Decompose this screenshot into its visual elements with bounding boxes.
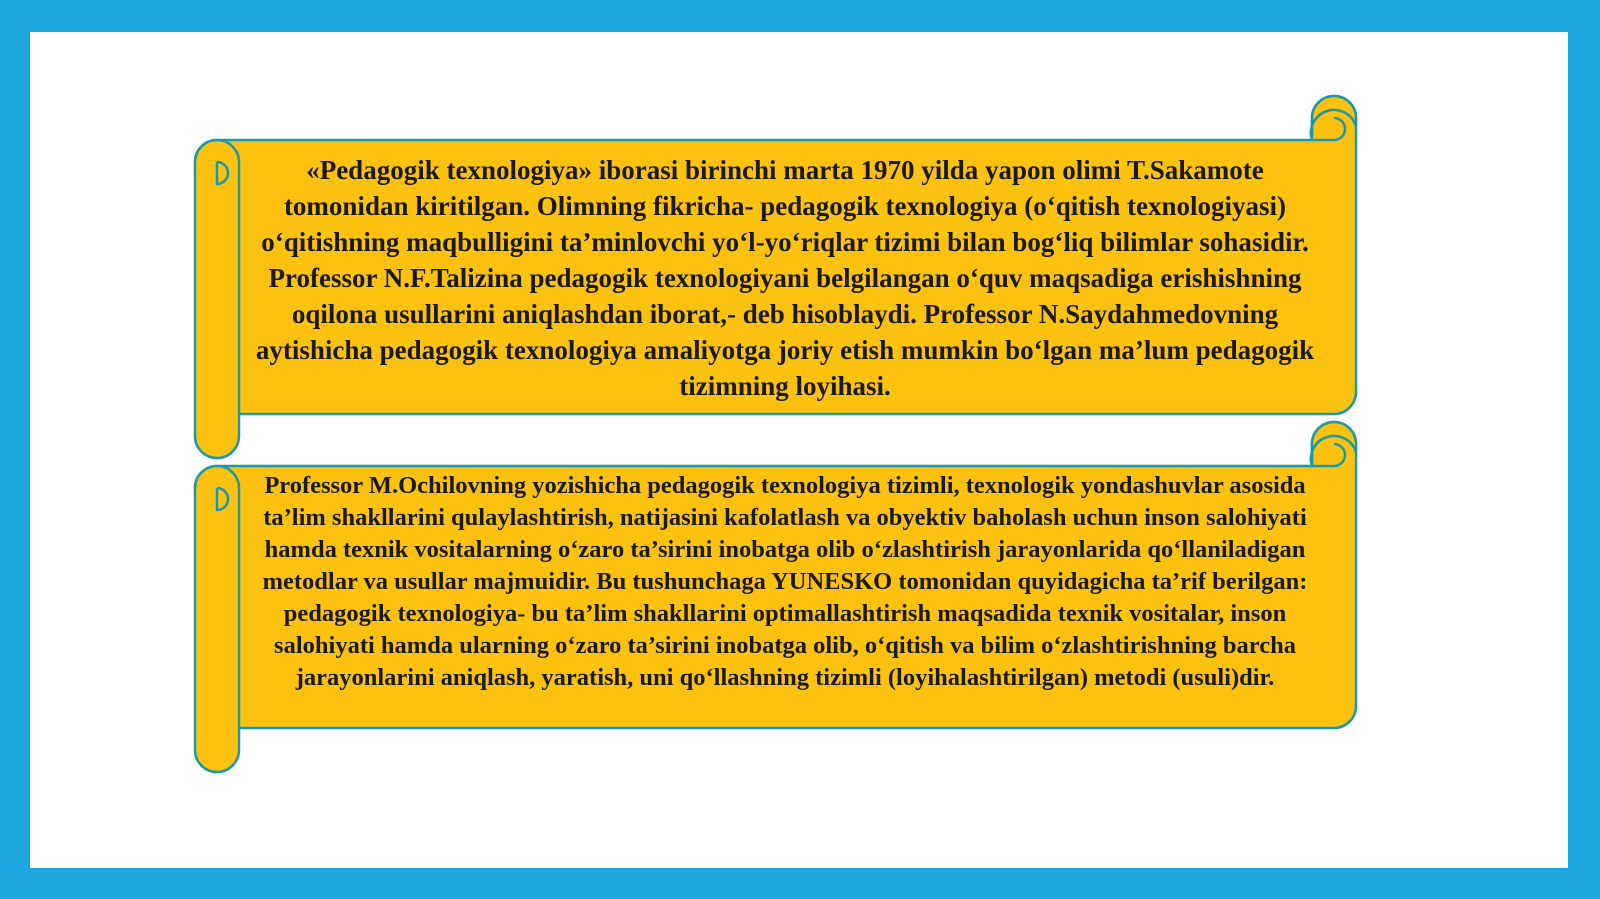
scroll-2-text: Professor M.Ochilovning yozishicha pedagogik texnologiya tizimli, texnologik yondashuvlar asosida ta’lim shakllarini qulaylashtirish, natijasini kafolatlash va obyektiv baholash uchun inson salohiyati hamda texnik vositalarning o‘zaro ta’sirini inobatga olib o‘zlashtirish jarayonlarida qo‘llaniladigan metodlar va usullar majmuidir. Bu tushunchaga YUNESKO tomonidan quyidagicha ta’rif berilgan: pedagogik texnologiya- bu ta’lim shakllarini optimallashtirish maqsadida texnik vositalar, inson salohiyati hamda ularning o‘zaro ta’sirini inobatga olib, o‘qitish va bilim o‘zlashtirishning barcha jarayonlarini aniqlash, yaratish, uni qo‘llashning tizimli (loyihalashtirilgan) metodi (usuli)dir. xyxy=(262,472,1308,691)
scroll-1-text: «Pedagogik texnologiya» iborasi birinchi marta 1970 yilda yapon olimi T.Sakamote tomonidan kiritilgan. Olimning fikricha- pedagogik texnologiya (o‘qitish texnologiyasi) o‘qitishning maqbulligini ta’minlovchi yo‘l-yo‘riqlar tizimi bilan bog‘liq bilimlar sohasidir. Professor N.F.Talizina pedagogik texnologiyani belgilangan o‘quv maqsadiga erishishning oqilona usullarini aniqlashdan iborat,- deb hisoblaydi. Professor N.Saydahmedovning aytishicha pedagogik texnologiya amaliyotga joriy etish mumkin bo‘lgan ma’lum pedagogik tizimning loyihasi. xyxy=(255,155,1315,401)
